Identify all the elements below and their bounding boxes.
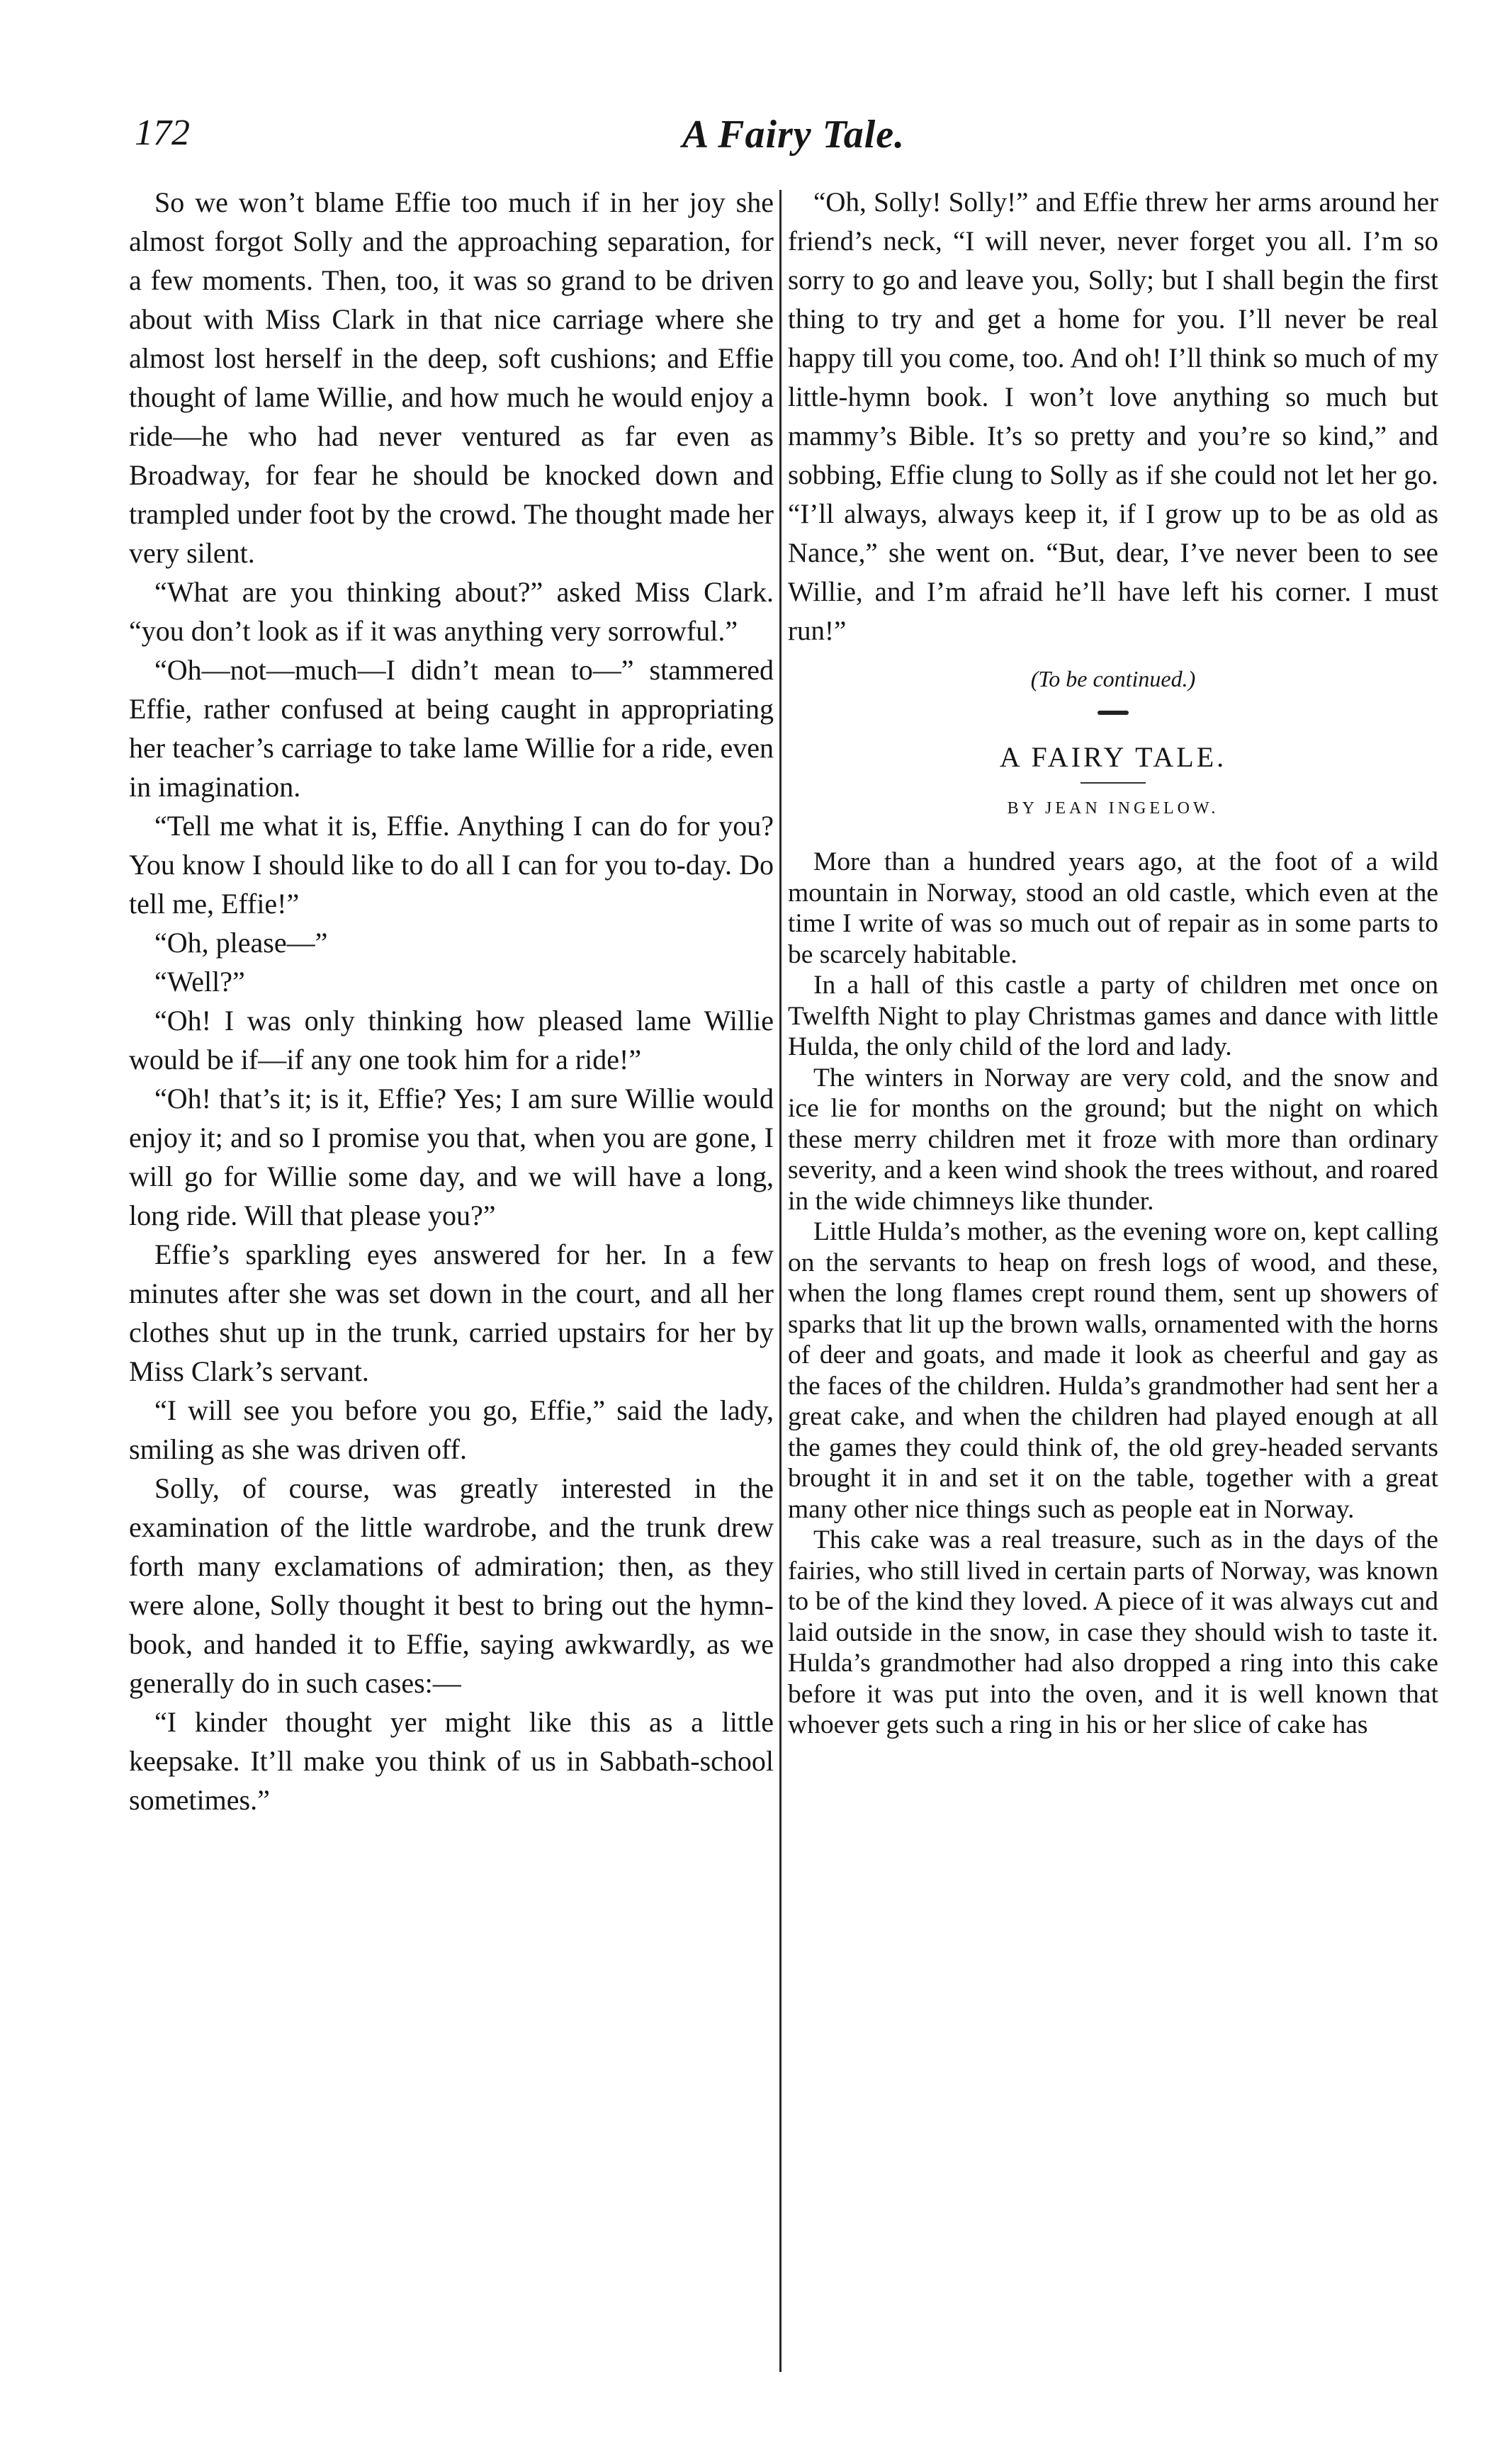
byline: BY JEAN INGELOW.	[1007, 799, 1219, 818]
page-number: 172	[135, 113, 190, 153]
right-column	[788, 183, 1438, 2450]
title-rule	[1081, 782, 1146, 784]
continued-note: (To be continued.)	[1030, 666, 1196, 691]
paragraph: “I kinder thought yer might like this as a little keepsake. It’ll make you think of us in Sabbath-school sometimes.”	[129, 1706, 774, 1816]
paragraph: Solly, of course, was greatly interested in the examination of the little wardrobe, and the trunk drew forth many exclamations of admiration; then, as they were alone, Solly thought it best to bring out the hymn-book, and handed it to Effie, saying awkwardly, as we generally do in such cases:—	[129, 1472, 774, 1699]
paragraph: Effie’s sparkling eyes answered for her. In a few minutes after she was set down in the court, and all her clothes shut up in the trunk, carried upstairs for her by Miss Clark’s servant.	[129, 1238, 774, 1387]
story-title: A FAIRY TALE.	[999, 741, 1227, 773]
running-title: A Fairy Tale.	[682, 113, 905, 157]
paragraph: “Tell me what it is, Effie. Anything I can do for you? You know I should like to do all I can for you to-day. Do tell me, Effie!”	[129, 810, 774, 920]
paragraph: More than a hundred years ago, at the foot of a wild mountain in Norway, stood an old castle, which even at the time I write of was so much out of repair as in some parts to be scarcely habitable.	[788, 847, 1438, 969]
paragraph: “Well?”	[154, 966, 245, 998]
paragraph: “Oh, please—”	[154, 927, 328, 959]
running-head	[135, 112, 1452, 169]
paragraph: The winters in Norway are very cold, and the snow and ice lie for months on the ground; but the night on which these merry children met it froze with more than ordinary severity, and a keen wind shook the trees without, and roared in the wide chimneys like thunder.	[788, 1063, 1438, 1216]
paragraph: “Oh, Solly! Solly!” and Effie threw her arms around her friend’s neck, “I will never, never forget you all. I’m so sorry to go and leave you, Solly; but I shall begin the first thing to try and get a home for you. I’ll never be real happy till you come, too. And oh! I’ll think so much of my little-hymn book. I won’t love anything so much but mammy’s Bible. It’s so pretty and you’re so kind,” and sobbing, Effie clung to Solly as if she could not let her go. “I’ll always, always keep it, if I grow up to be as old as Nance,” she went on. “But, dear, I’ve never been to see Willie, and I’m afraid he’ll have left his corner. I must run!”	[788, 187, 1438, 646]
paragraph: Little Hulda’s mother, as the evening wore on, kept calling on the servants to heap on fresh logs of wood, and these, when the long flames crept round them, sent up showers of sparks that lit up the brown walls, ornamented with the horns of deer and goats, and made it look as cheerful and gay as the faces of the children. Hulda’s grandmother had sent her a great cake, and when the children had played enough at all the games they could think of, the old grey-headed servants brought it in and set it on the table, together with a great many other nice things such as people eat in Norway.	[788, 1217, 1438, 1524]
left-column	[129, 183, 774, 2450]
paragraph: “I will see you before you go, Effie,” said the lady, smiling as she was driven off.	[129, 1394, 774, 1465]
story-body	[788, 847, 1438, 1741]
paragraph: “Oh—not—much—I didn’t mean to—” stammered Effie, rather confused at being caught in appropriating her teacher’s carriage to take lame Willie for a ride, even in imagination.	[129, 654, 774, 803]
paragraph: “What are you thinking about?” asked Miss Clark. “you don’t look as if it was anything very sorrowful.”	[129, 576, 774, 647]
paragraph: In a hall of this castle a party of children met once on Twelfth Night to play Christmas games and dance with little Hulda, the only child of the lord and lady.	[788, 971, 1438, 1061]
section-ornament	[1098, 711, 1129, 715]
paragraph: This cake was a real treasure, such as in the days of the fairies, who still lived in certain parts of Norway, was known to be of the kind they loved. A piece of it was always cut and laid outside in the snow, in case they should wish to taste it. Hulda’s grandmother had also dropped a ring into this cake before it was put into the oven, and it is well known that whoever gets such a ring in his or her slice of cake has	[788, 1525, 1438, 1739]
paragraph: “Oh! that’s it; is it, Effie? Yes; I am sure Willie would enjoy it; and so I promise you that, when you are gone, I will go for Willie some day, and we will have a long, long ride. Will that please you?”	[129, 1083, 774, 1231]
paragraph: So we won’t blame Effie too much if in her joy she almost forgot Solly and the approaching separation, for a few moments. Then, too, it was so grand to be driven about with Miss Clark in that nice carriage where she almost lost herself in the deep, soft cushions; and Effie thought of lame Willie, and how much he would enjoy a ride—he who had never ventured as far even as Broadway, for fear he should be knocked down and trampled under foot by the crowd. The thought made her very silent.	[129, 186, 774, 569]
serial-conclusion	[788, 183, 1438, 650]
paragraph: “Oh! I was only thinking how pleased lame Willie would be if—if any one took him for a ride!”	[129, 1005, 774, 1075]
column-divider	[779, 190, 782, 2372]
